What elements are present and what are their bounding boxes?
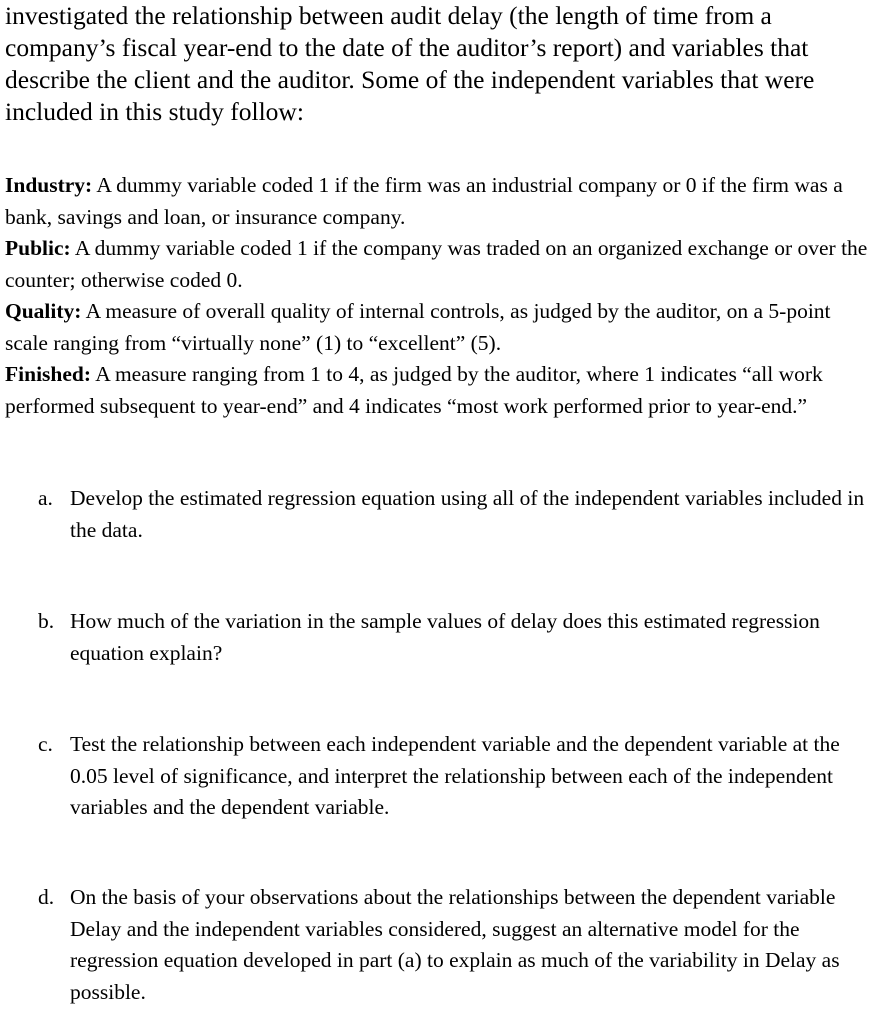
definition-quality [5,296,870,359]
question-letter: d. [38,885,55,909]
definition-text: A measure ranging from 1 to 4, as judged by the auditor, where 1 indicates “all work performed subsequent to year-end” and 4 indicates “most work performed prior to year-end.” [5,362,823,418]
intro-paragraph: investigated the relationship between audit delay (the length of time from a company’s fiscal year-end to the date of the auditor’s report) and variables that describe the client and the auditor. Some of the independent variables that were included in this study follow: [5,1,815,126]
variable-definitions [5,170,870,422]
question-a [38,483,868,546]
definition-term: Quality: [5,299,82,323]
definition-industry [5,170,870,233]
definition-finished [5,359,870,422]
question-c [38,729,868,824]
definition-text: A dummy variable coded 1 if the company was traded on an organized exchange or over the counter; otherwise coded 0. [5,236,868,292]
definition-term: Public: [5,236,71,260]
question-d [38,882,868,1008]
definition-term: Industry: [5,173,93,197]
definition-term: Finished: [5,362,92,386]
question-letter: b. [38,609,55,633]
question-text: How much of the variation in the sample values of delay does this estimated regression equation explain? [70,609,820,665]
question-text: Test the relationship between each independent variable and the dependent variable at the 0.05 level of significance, and interpret the relationship between each of the independent variables and the dependent variable. [70,732,840,819]
question-text: Develop the estimated regression equation using all of the independent variables included in the data. [70,486,865,542]
question-letter: c. [38,732,53,756]
question-text: On the basis of your observations about the relationships between the dependent variable Delay and the independent variables considered, suggest an alternative model for the regression equation developed in part (a) to explain as much of the variability in Delay as possible. [70,885,840,1004]
question-letter: a. [38,486,53,510]
definition-public [5,233,870,296]
definition-text: A measure of overall quality of internal controls, as judged by the auditor, on a 5-point scale ranging from “virtually none” (1) to “excellent” (5). [5,299,831,355]
definition-text: A dummy variable coded 1 if the firm was an industrial company or 0 if the firm was a bank, savings and loan, or insurance company. [5,173,843,229]
question-b [38,606,868,669]
